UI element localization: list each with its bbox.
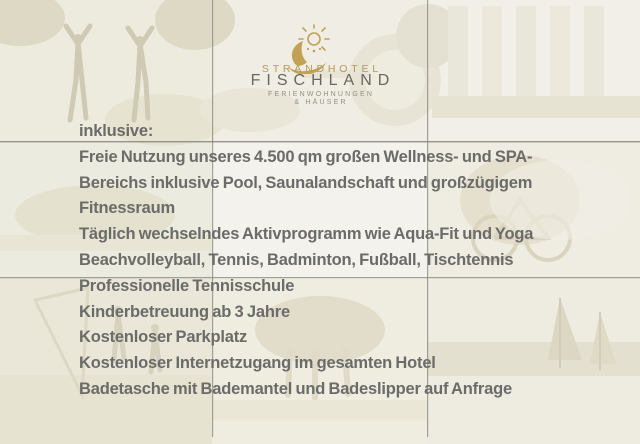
amenity-line: Kinderbetreuung ab 3 Jahre <box>79 302 290 321</box>
logo-subtitle-1: FERIENWOHNUNGEN <box>268 91 375 98</box>
amenity-line: Badetasche mit Bademantel und Badeslipper auf Anfrage <box>79 379 512 398</box>
amenity-line: Täglich wechselndes Aktivprogramm wie Aqua-Fit und Yoga <box>79 225 534 244</box>
logo-brand-top: STRANDHOTEL <box>261 63 382 75</box>
amenity-line: Kostenloser Internetzugang im gesamten Hotel <box>79 354 436 373</box>
inclusive-heading: inklusive: <box>79 122 154 140</box>
amenity-line: Professionelle Tennisschule <box>79 276 295 295</box>
amenity-line: Bereichs inklusive Pool, Saunalandschaft und großzügigem <box>79 173 533 192</box>
logo-brand-name: FISCHLAND <box>250 72 396 89</box>
logo-subtitle-2: & HÄUSER <box>294 99 348 106</box>
amenity-line: Beachvolleyball, Tennis, Badminton, Fußball, Tischtennis <box>79 250 514 269</box>
amenity-line: Freie Nutzung unseres 4.500 qm großen Wellness- und SPA- <box>79 147 533 166</box>
amenities-list <box>79 119 599 403</box>
amenity-line: Kostenloser Parkplatz <box>79 328 248 347</box>
amenity-line: Fitnessraum <box>79 199 175 218</box>
